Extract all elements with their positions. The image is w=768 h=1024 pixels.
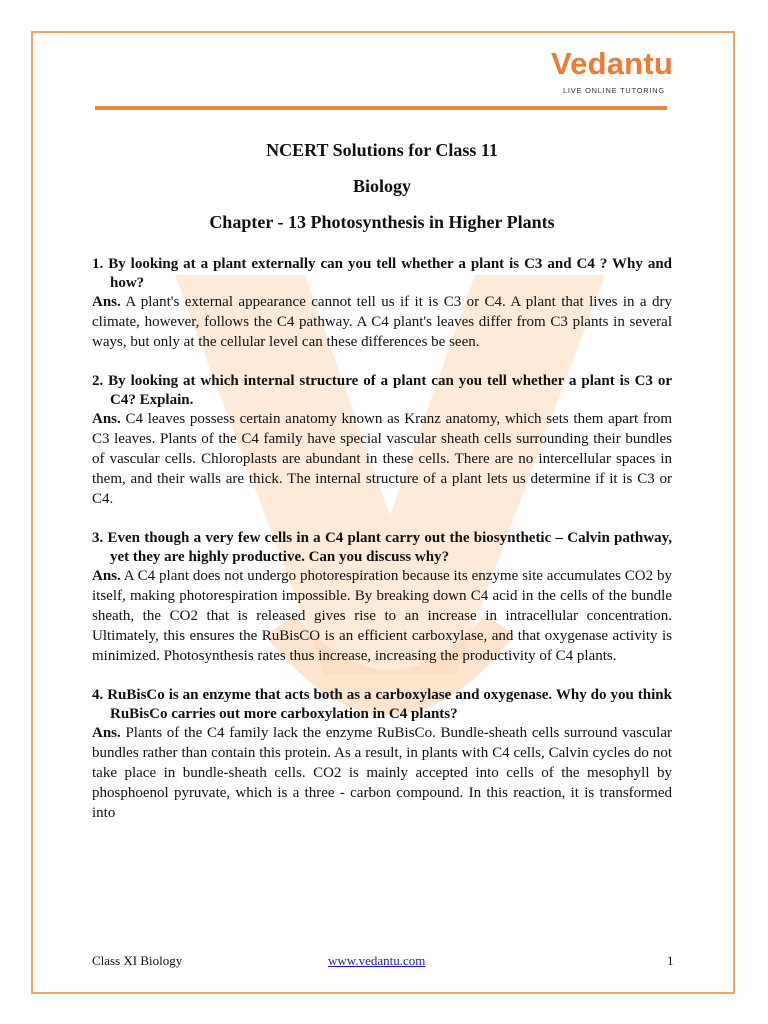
answer-paragraph: [92, 567, 672, 666]
question-text: 1. By looking at a plant externally can you tell whether a plant is C3 and C4 ? Why and how?: [92, 256, 672, 291]
ans-label: Ans.: [92, 725, 121, 742]
qa-item: [92, 686, 672, 823]
answer-text: Plants of the C4 family lack the enzyme RuBisCo. Bundle-sheath cells surround vascular bundles rather than contain this protein. As a result, in plants with C4 cells, Calvin cycles do not take place in bundle-sheath cells. CO2 is mainly accepted into cells of the mesophyll by phosphoenol pyruvate, which is a three - carbon compound. In this reaction, it is transformed into: [92, 725, 672, 821]
title-line-2: Biology: [352, 176, 411, 196]
footer-class-label: Class XI Biology: [92, 953, 183, 968]
answer-text: C4 leaves possess certain anatomy known as Kranz anatomy, which sets them apart from C3 leaves. Plants of the C4 family have special vascular sheath cells surrounding their bundles of vascular cells. Chloroplasts are abundant in these cells. There are no intercellular spaces in them, and their walls are thick. The internal structure of a plant lets us determine if it is C3 or C4.: [92, 411, 672, 507]
answer-paragraph: [92, 293, 672, 352]
question-text: 2. By looking at which internal structure of a plant can you tell whether a plant is C3 or C4? Explain.: [92, 373, 672, 409]
logo-wordmark: Vedantu: [551, 46, 673, 81]
answer-text: A plant's external appearance cannot tell us if it is C3 or C4. A plant that lives in a dry climate, however, follows the C4 pathway. A C4 plant's leaves differ from C3 plants in several ways, but only at the cellular level can these differences be seen.: [92, 294, 672, 350]
qa-item: [92, 529, 672, 666]
ans-label: Ans.: [92, 411, 121, 428]
vedantu-logo: [551, 46, 673, 98]
footer-website-link[interactable]: www.vedantu.com: [328, 953, 426, 968]
answer-paragraph: [92, 410, 672, 509]
question-text: 4. RuBisCo is an enzyme that acts both as a carboxylase and oxygenase. Why do you think RuBisCo carries out more carboxylation in C4 plants?: [92, 687, 672, 723]
header-rule: [95, 106, 667, 110]
title-line-1: NCERT Solutions for Class 11: [266, 140, 498, 160]
answer-text: A C4 plant does not undergo photorespiration because its enzyme site accumulates CO2 by itself, making photorespiration impossible. By breaking down C4 acid in the cells of the bundle sheath, the CO2 that is released gives rise to an increase in intracellular concentration. Ultimately, this ensures the RuBisCO is an efficient carboxylase, and that oxygenase activity is minimized. Photosynthesis rates thus increase, increasing the productivity of C4 plants.: [92, 568, 672, 664]
logo-tagline: LIVE ONLINE TUTORING: [563, 86, 665, 95]
document-body: [92, 140, 672, 843]
qa-item: [92, 372, 672, 509]
ans-label: Ans.: [92, 568, 121, 585]
answer-paragraph: [92, 724, 672, 823]
footer-page-number: 1: [667, 953, 674, 968]
qa-item: [92, 255, 672, 352]
title-line-3: Chapter - 13 Photosynthesis in Higher Plants: [209, 212, 555, 232]
question-text: 3. Even though a very few cells in a C4 plant carry out the biosynthetic – Calvin pathway, yet they are highly productive. Can you discuss why?: [92, 530, 672, 566]
ans-label: Ans.: [92, 294, 121, 310]
